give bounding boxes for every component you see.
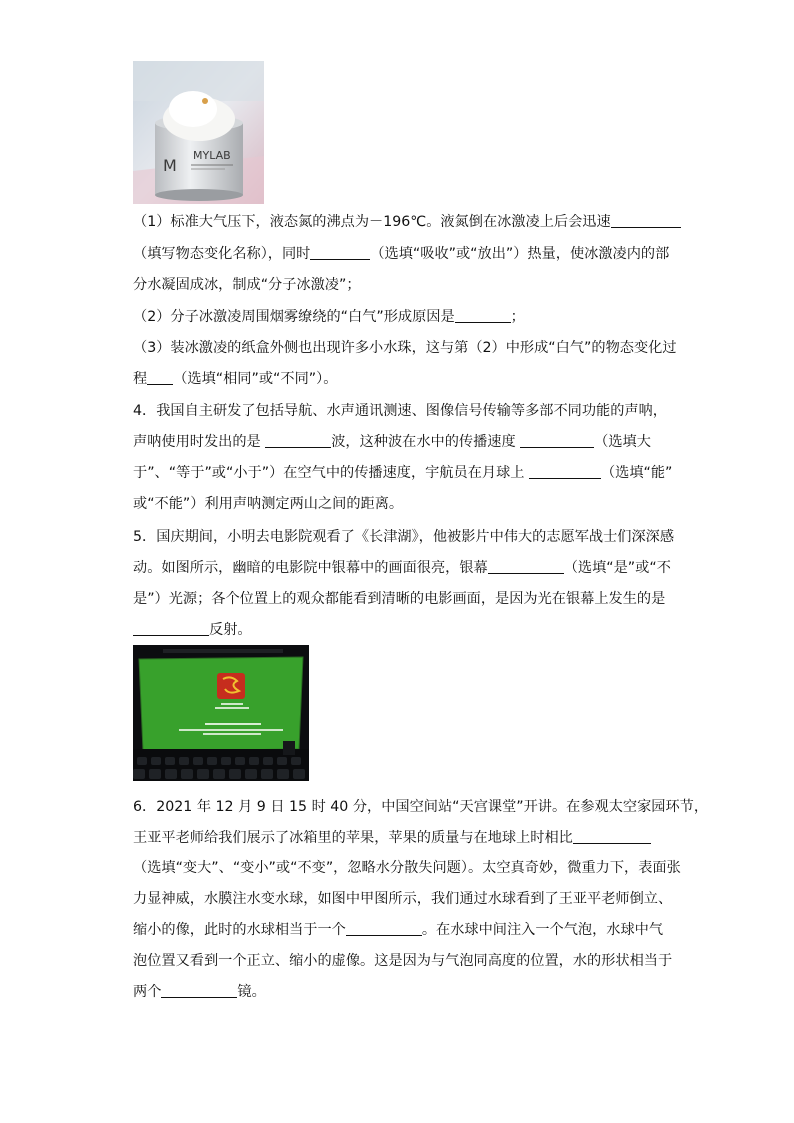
answer-blank[interactable] — [573, 829, 651, 844]
answer-blank[interactable] — [529, 464, 601, 479]
q3-part2: （2）分子冰激凌周围烟雾缭绕的“白气”形成原因是 ； — [133, 309, 525, 325]
q5-line3: 是”）光源；各个位置上的观众都能看到清晰的电影画面，是因为光在银幕上发生的是 — [133, 591, 666, 607]
q6-line2: 王亚平老师给我们展示了冰箱里的苹果，苹果的质量与在地球上时相比 — [133, 828, 651, 848]
cinema-photo — [133, 645, 309, 781]
answer-blank[interactable] — [161, 983, 237, 998]
q3-part3-line2: 程 （选填“相同”或“不同”）。 — [133, 371, 338, 387]
q3-part1-line1: （1）标准大气压下，液态氮的沸点为－196℃。液氮倒在冰激凌上后会迅速 — [133, 212, 681, 232]
q3-part1-line2: （填写物态变化名称），同时 （选填“吸收”或“放出”）热量，使冰激凌内的部 — [133, 246, 670, 262]
answer-blank[interactable] — [265, 433, 331, 448]
answer-blank[interactable] — [455, 308, 511, 323]
q5-line1: 5．国庆期间，小明去电影院观看了《长津湖》，他被影片中伟大的志愿军战士们深深感 — [133, 529, 675, 545]
q6-line6: 泡位置又看到一个正立、缩小的虚像。这是因为与气泡同高度的位置，水的形状相当于 — [133, 953, 673, 969]
answer-blank[interactable] — [147, 370, 173, 385]
q6-line5: 缩小的像，此时的水球相当于一个 。在水球中间注入一个气泡，水球中气 — [133, 922, 664, 938]
ice-cream-can-image — [133, 61, 264, 204]
q3-part3-line1: （3）装冰激凌的纸盒外侧也出现许多小水珠，这与第（2）中形成“白气”的物态变化过 — [133, 340, 677, 356]
q4-line2: 声呐使用时发出的是 波，这种波在水中的传播速度 （选填大 — [133, 434, 651, 450]
cinema-screen-image — [133, 645, 309, 781]
q3-part1-line3: 分水凝固成冰，制成“分子冰激凌”； — [133, 277, 361, 293]
q5-line4: 反射。 — [133, 620, 252, 640]
answer-blank[interactable] — [346, 921, 422, 936]
answer-blank[interactable] — [310, 245, 370, 260]
q4-line3: 于”、“等于”或“小于”）在空气中的传播速度，宇航员在月球上 （选填“能” — [133, 465, 673, 481]
q6-line7: 两个 镜。 — [133, 984, 266, 1000]
q6-line1: 6．2021 年 12 月 9 日 15 时 40 分，中国空间站“天宫课堂”开讲。在参观太空家园环节， — [133, 799, 709, 815]
q4-line4: 或“不能”）利用声呐测定两山之间的距离。 — [133, 496, 404, 512]
answer-blank[interactable] — [520, 433, 594, 448]
q6-line3: （选填“变大”、“变小”或“不变”，忽略水分散失问题）。太空真奇妙，微重力下，表面张 — [133, 860, 681, 876]
can-label-brand: MYLAB — [193, 149, 231, 162]
q4-line1: 4．我国自主研发了包括导航、水声通讯测速、图像信号传输等多部不同功能的声呐， — [133, 403, 667, 419]
can-label-m: M — [163, 156, 177, 175]
answer-blank[interactable] — [488, 559, 564, 574]
ice-cream-photo — [133, 61, 264, 204]
q6-line4: 力显神威，水膜注水变水球，如图中甲图所示，我们通过水球看到了王亚平老师倒立、 — [133, 891, 673, 907]
q5-line2: 动。如图所示，幽暗的电影院中银幕中的画面很亮，银幕 （选填“是”或“不 — [133, 560, 671, 576]
answer-blank[interactable] — [611, 213, 681, 228]
answer-blank[interactable] — [133, 621, 209, 636]
